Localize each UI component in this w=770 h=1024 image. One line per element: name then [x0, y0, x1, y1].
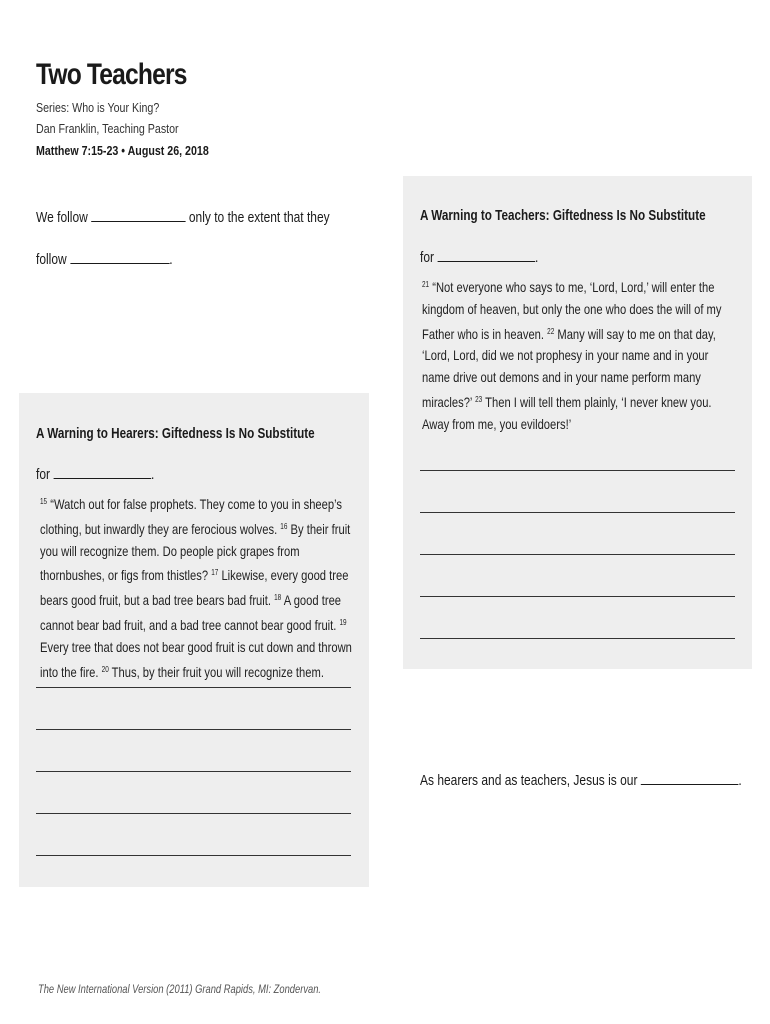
verse-number: 16 — [280, 521, 288, 531]
hearers-heading: A Warning to Hearers: Giftedness Is No Substitute — [36, 425, 315, 442]
fill-blank[interactable] — [437, 249, 535, 262]
intro-line-1 — [36, 209, 330, 226]
teachers-heading: A Warning to Teachers: Giftedness Is No Substitute — [420, 207, 706, 224]
verse-text: Every tree that does not bear good fruit is cut down and thrown into the fire. — [40, 638, 352, 680]
closing-line — [420, 772, 742, 789]
writing-line[interactable] — [420, 638, 735, 639]
intro-text: We follow — [36, 209, 88, 226]
verse-text: A good tree cannot bear bad fruit, and a bad tree cannot bear good fruit. — [40, 592, 342, 633]
verse-text: Likewise, every good tree bears good fruit, but a bad tree bears bad fruit. — [40, 567, 349, 609]
fill-blank[interactable] — [53, 466, 151, 479]
verse-number: 18 — [274, 593, 282, 603]
writing-line[interactable] — [36, 687, 351, 688]
verse-text: By their fruit you will recognize them. Do people pick grapes from thornbushes, or figs from thistles? — [40, 520, 351, 584]
hearers-scripture — [40, 491, 354, 683]
intro-text: follow — [36, 251, 67, 268]
verse-text: “Not everyone who says to me, ‘Lord, Lord,’ will enter the kingdom of heaven, but only the one who does the will of my Father who is in heaven. — [422, 279, 722, 342]
verse-number: 21 — [422, 280, 430, 289]
for-text: . — [534, 249, 539, 266]
verse-number: 17 — [211, 568, 219, 578]
writing-line[interactable] — [420, 512, 735, 513]
passage-date: Matthew 7:15-23 • August 26, 2018 — [36, 143, 209, 158]
writing-line[interactable] — [36, 729, 351, 730]
verse-text: Many will say to me on that day, ‘Lord, Lord, did we not prophesy in your name and in your name drive out demons and in your name perform many miracles?’ — [422, 325, 716, 410]
intro-text: . — [169, 251, 173, 268]
writing-line[interactable] — [36, 855, 351, 856]
teachers-panel — [403, 176, 752, 669]
verse-number: 23 — [475, 394, 483, 404]
writing-line[interactable] — [420, 596, 735, 597]
series-label: Series: Who is Your King? — [36, 100, 160, 115]
verse-number: 22 — [547, 326, 555, 336]
page-title: Two Teachers — [36, 58, 187, 91]
footer-citation: The New International Version (2011) Grand Rapids, MI: Zondervan. — [38, 982, 322, 996]
verse-text: Then I will tell them plainly, ‘I never knew you. Away from me, you evildoers!’ — [422, 393, 712, 432]
writing-line[interactable] — [420, 554, 735, 555]
closing-text: . — [738, 772, 742, 789]
verse-text: Thus, by their fruit you will recognize them. — [111, 663, 324, 680]
fill-blank[interactable] — [641, 772, 739, 785]
for-text: . — [150, 466, 155, 483]
hearers-panel — [19, 393, 369, 887]
fill-blank[interactable] — [70, 251, 169, 264]
writing-line[interactable] — [420, 470, 735, 471]
intro-line-2 — [36, 251, 173, 268]
writing-line[interactable] — [36, 813, 351, 814]
pastor-label: Dan Franklin, Teaching Pastor — [36, 121, 179, 136]
verse-number: 15 — [40, 497, 48, 506]
hearers-for-line — [36, 466, 154, 483]
for-text: for — [36, 466, 51, 483]
writing-line[interactable] — [36, 771, 351, 772]
intro-text: only to the extent that they — [188, 209, 330, 226]
closing-text: As hearers and as teachers, Jesus is our — [420, 772, 638, 789]
for-text: for — [420, 249, 435, 266]
teachers-for-line — [420, 249, 538, 266]
teachers-scripture — [422, 274, 728, 436]
verse-number: 19 — [339, 617, 347, 627]
fill-blank[interactable] — [91, 209, 185, 222]
verse-number: 20 — [101, 664, 109, 674]
verse-text: “Watch out for false prophets. They come to you in sheep’s clothing, but inwardly they are ferocious wolves. — [40, 496, 343, 537]
